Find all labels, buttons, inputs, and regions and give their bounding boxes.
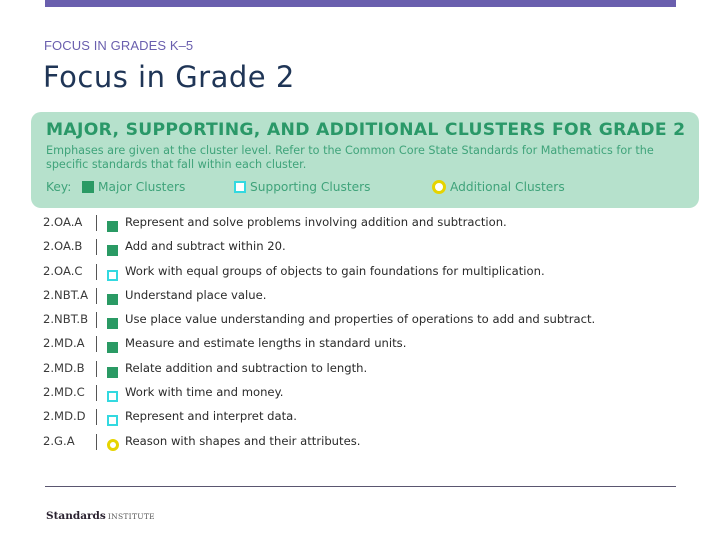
major-cluster-marker <box>107 338 118 357</box>
cluster-code: 2.OA.B <box>43 239 83 254</box>
divider <box>96 361 97 377</box>
additional-cluster-marker <box>107 436 119 455</box>
divider <box>96 434 97 450</box>
cluster-description: Add and subtract within 20. <box>125 239 286 254</box>
divider <box>96 239 97 255</box>
supporting-cluster-marker <box>107 266 118 285</box>
cluster-code: 2.MD.C <box>43 385 85 400</box>
cluster-description: Represent and solve problems involving addition and subtraction. <box>125 215 507 229</box>
cluster-code: 2.G.A <box>43 433 75 448</box>
logo-small-text: INSTITUTE <box>107 512 155 521</box>
filled-square-icon <box>107 367 118 378</box>
cluster-code: 2.NBT.B <box>43 312 89 327</box>
major-cluster-marker <box>107 217 118 236</box>
cluster-description: Reason with shapes and their attributes. <box>125 433 361 448</box>
supporting-cluster-marker <box>107 411 118 430</box>
legend-item-supporting <box>234 180 371 194</box>
outlined-square-icon <box>234 181 246 193</box>
divider <box>96 312 97 328</box>
filled-square-icon <box>107 318 118 329</box>
ring-circle-icon <box>107 439 119 451</box>
standards-institute-logo <box>46 504 155 523</box>
filled-square-icon <box>107 221 118 232</box>
cluster-code: 2.NBT.A <box>43 287 89 302</box>
section-eyebrow: FOCUS IN GRADES K–5 <box>44 38 194 53</box>
cluster-code: 2.OA.A <box>43 215 83 229</box>
legend-item-additional <box>432 180 565 194</box>
major-cluster-marker <box>107 363 118 382</box>
key-label: Key: <box>46 180 72 194</box>
footer-divider <box>45 486 676 487</box>
cluster-description: Measure and estimate lengths in standard units. <box>125 336 407 351</box>
divider <box>96 264 97 280</box>
divider <box>96 385 97 401</box>
cluster-code: 2.MD.A <box>43 336 85 351</box>
filled-square-icon <box>82 181 94 193</box>
filled-square-icon <box>107 245 118 256</box>
divider <box>96 288 97 304</box>
legend-label-additional: Additional Clusters <box>450 180 565 194</box>
logo-bold-text: Standards <box>46 510 106 522</box>
major-cluster-marker <box>107 241 118 260</box>
legend-label-major: Major Clusters <box>98 180 186 194</box>
outlined-square-icon <box>107 391 118 402</box>
major-cluster-marker <box>107 290 118 309</box>
cluster-description: Represent and interpret data. <box>125 409 297 424</box>
cluster-code: 2.MD.B <box>43 360 85 375</box>
panel-description: Emphases are given at the cluster level. Refer to the Common Core State Standards for Mathematics for the specific standards that fall within each cluster. <box>46 144 654 171</box>
filled-square-icon <box>107 342 118 353</box>
ring-circle-icon <box>432 180 446 194</box>
legend-item-major <box>82 180 185 194</box>
cluster-description: Work with time and money. <box>125 385 284 400</box>
cluster-code: 2.OA.C <box>43 263 83 278</box>
page-title: Focus in Grade 2 <box>43 60 295 94</box>
cluster-description: Relate addition and subtraction to length. <box>125 360 368 375</box>
cluster-description: Understand place value. <box>125 287 267 302</box>
top-accent-bar <box>45 0 676 7</box>
cluster-code: 2.MD.D <box>43 409 86 424</box>
supporting-cluster-marker <box>107 387 118 406</box>
major-cluster-marker <box>107 314 118 333</box>
cluster-description: Work with equal groups of objects to gain foundations for multiplication. <box>125 263 545 278</box>
clusters-info-panel <box>31 112 699 208</box>
panel-heading: MAJOR, SUPPORTING, AND ADDITIONAL CLUSTERS FOR GRADE 2 <box>46 120 686 140</box>
filled-square-icon <box>107 294 118 305</box>
cluster-description: Use place value understanding and properties of operations to add and subtract. <box>125 312 596 327</box>
divider <box>96 336 97 352</box>
divider <box>96 409 97 425</box>
divider <box>96 215 97 231</box>
outlined-square-icon <box>107 270 118 281</box>
legend-label-supporting: Supporting Clusters <box>250 180 371 194</box>
outlined-square-icon <box>107 415 118 426</box>
